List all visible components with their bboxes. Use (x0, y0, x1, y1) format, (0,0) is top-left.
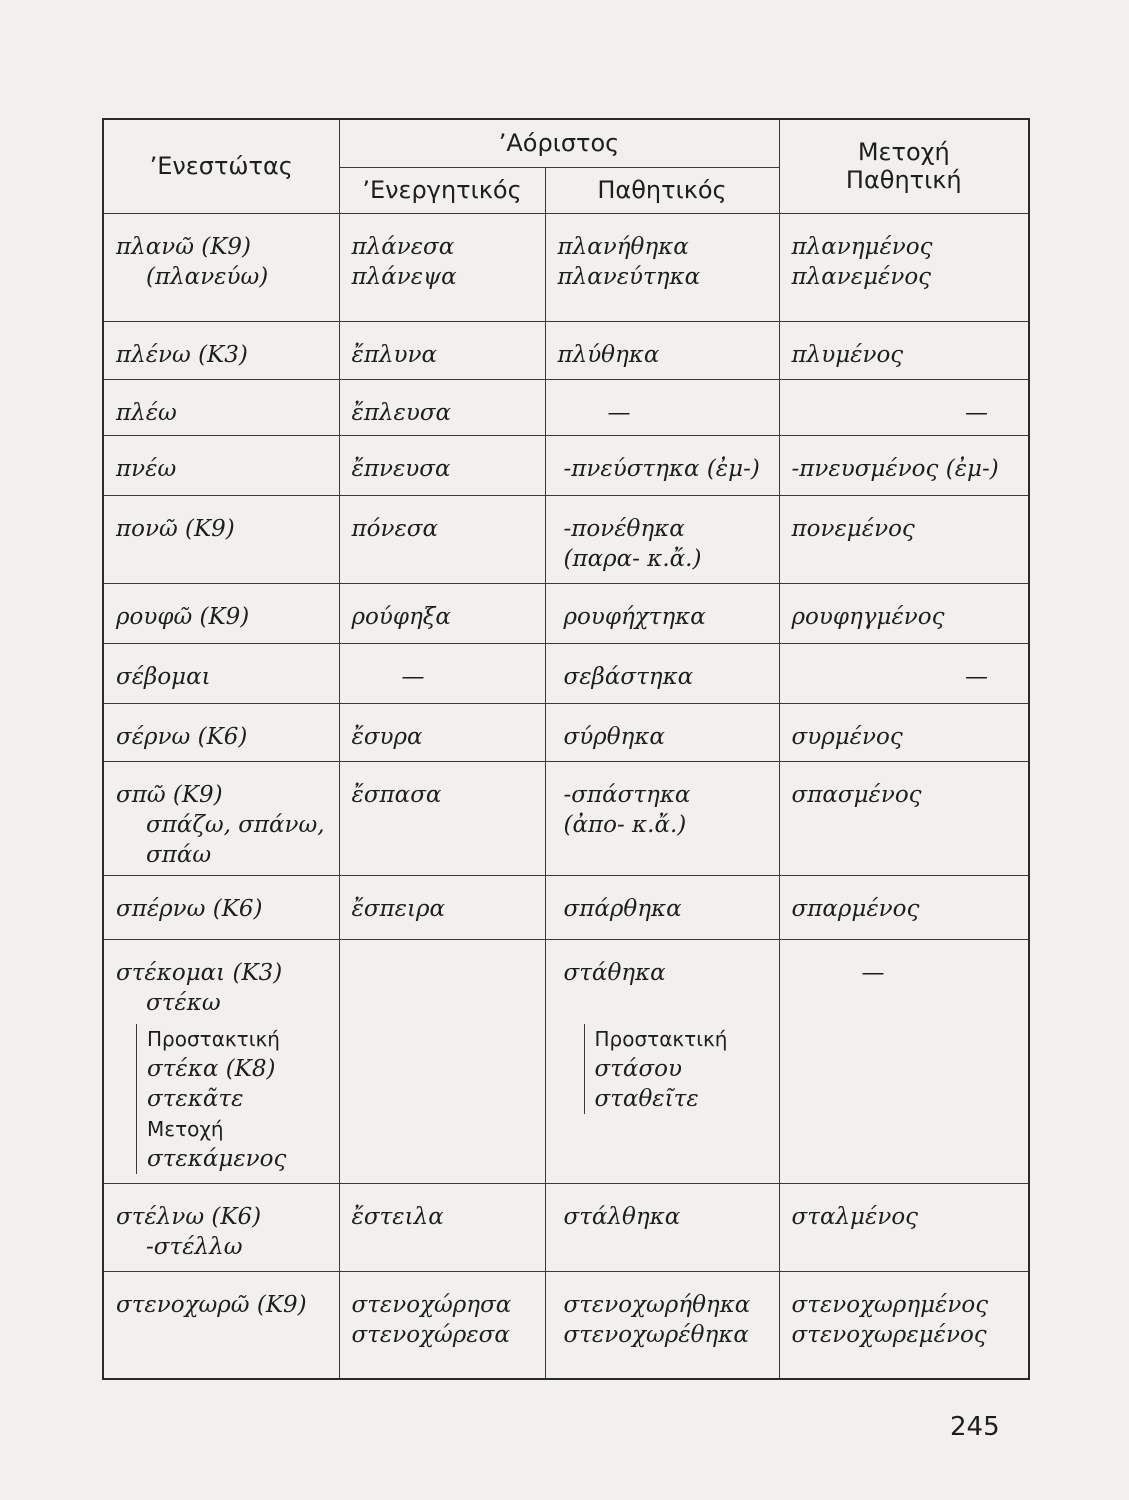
cell-passive: -σπάστηκα (ἀπο- κ.ἄ.) (545, 761, 779, 875)
table-row (103, 643, 1029, 703)
cell-passive: ρουφήχτηκα (545, 583, 779, 643)
cell-present: πλένω (Κ3) (103, 321, 339, 379)
cell-present: σέβομαι (103, 643, 339, 703)
cell-active: πόνεσα (339, 495, 545, 583)
cell-participle: — (779, 643, 1029, 703)
cell-passive: -πνεύστηκα (ἐμ-) (545, 435, 779, 495)
cell-participle: — (779, 379, 1029, 435)
cell-active: ἔσπειρα (339, 875, 545, 939)
cell-present: πλέω (103, 379, 339, 435)
cell-active: στενοχώρησα στενοχώρεσα (339, 1271, 545, 1379)
passive-imperative-box: Προστακτική στάσου σταθεῖτε (584, 1024, 779, 1114)
cell-active: ρούφηξα (339, 583, 545, 643)
table-row (103, 495, 1029, 583)
cell-passive: πλύθηκα (545, 321, 779, 379)
cell-passive: στάθηκα Προστακτική στάσου σταθεῖτε (545, 939, 779, 1183)
cell-participle: σταλμένος (779, 1183, 1029, 1271)
table-row (103, 213, 1029, 321)
cell-participle: ρουφηγμένος (779, 583, 1029, 643)
cell-passive: στενοχωρήθηκα στενοχωρέθηκα (545, 1271, 779, 1379)
cell-active (339, 939, 545, 1183)
page-number: 245 (950, 1412, 1000, 1442)
cell-participle: στενοχωρημένος στενοχωρεμένος (779, 1271, 1029, 1379)
table-row (103, 703, 1029, 761)
header-passive: Παθητικός (545, 167, 779, 213)
cell-present: πνέω (103, 435, 339, 495)
cell-present: σπῶ (Κ9) σπάζω, σπάνω, σπάω (103, 761, 339, 875)
cell-active: ἔσυρα (339, 703, 545, 761)
table-row (103, 761, 1029, 875)
verb-conjugation-table (102, 118, 1030, 1380)
cell-active: — (339, 643, 545, 703)
cell-participle: -πνευσμένος (ἐμ-) (779, 435, 1029, 495)
table-row (103, 1183, 1029, 1271)
cell-participle: σπαρμένος (779, 875, 1029, 939)
cell-participle: — (779, 939, 1029, 1183)
cell-passive: πλανήθηκα πλανεύτηκα (545, 213, 779, 321)
cell-present: πλανῶ (Κ9) (πλανεύω) (103, 213, 339, 321)
cell-active: ἔπλυνα (339, 321, 545, 379)
cell-present: ρουφῶ (Κ9) (103, 583, 339, 643)
cell-present: πονῶ (Κ9) (103, 495, 339, 583)
table-row (103, 875, 1029, 939)
cell-passive: σπάρθηκα (545, 875, 779, 939)
cell-passive: -πονέθηκα (παρα- κ.ἄ.) (545, 495, 779, 583)
table-row (103, 1271, 1029, 1379)
header-active: ’Ενεργητικός (339, 167, 545, 213)
cell-participle: συρμένος (779, 703, 1029, 761)
cell-active: ἔπλευσα (339, 379, 545, 435)
header-participle: Μετοχή Παθητική (779, 119, 1029, 213)
table-row (103, 583, 1029, 643)
table-row (103, 321, 1029, 379)
header-row-1 (103, 119, 1029, 167)
cell-present: στέλνω (Κ6) -στέλλω (103, 1183, 339, 1271)
table-row (103, 939, 1029, 1183)
cell-active: ἔστειλα (339, 1183, 545, 1271)
imperative-box: Προστακτική στέκα (Κ8) στεκᾶτε Μετοχή στεκάμενος (136, 1024, 339, 1174)
cell-participle: σπασμένος (779, 761, 1029, 875)
cell-active: ἔσπασα (339, 761, 545, 875)
cell-active: ἔπνευσα (339, 435, 545, 495)
table-row (103, 379, 1029, 435)
cell-present: στέκομαι (Κ3) στέκω Προστακτική στέκα (Κ8) στεκᾶτε Μετοχή στεκάμενος (103, 939, 339, 1183)
header-aorist: ’Αόριστος (339, 119, 779, 167)
cell-present: σέρνω (Κ6) (103, 703, 339, 761)
cell-participle: πλανημένος πλανεμένος (779, 213, 1029, 321)
cell-passive: στάλθηκα (545, 1183, 779, 1271)
table-row (103, 435, 1029, 495)
cell-passive: σεβάστηκα (545, 643, 779, 703)
cell-participle: πονεμένος (779, 495, 1029, 583)
header-present: ’Ενεστώτας (103, 119, 339, 213)
cell-present: σπέρνω (Κ6) (103, 875, 339, 939)
cell-active: πλάνεσα πλάνεψα (339, 213, 545, 321)
cell-passive: σύρθηκα (545, 703, 779, 761)
cell-participle: πλυμένος (779, 321, 1029, 379)
cell-passive: — (545, 379, 779, 435)
cell-present: στενοχωρῶ (Κ9) (103, 1271, 339, 1379)
